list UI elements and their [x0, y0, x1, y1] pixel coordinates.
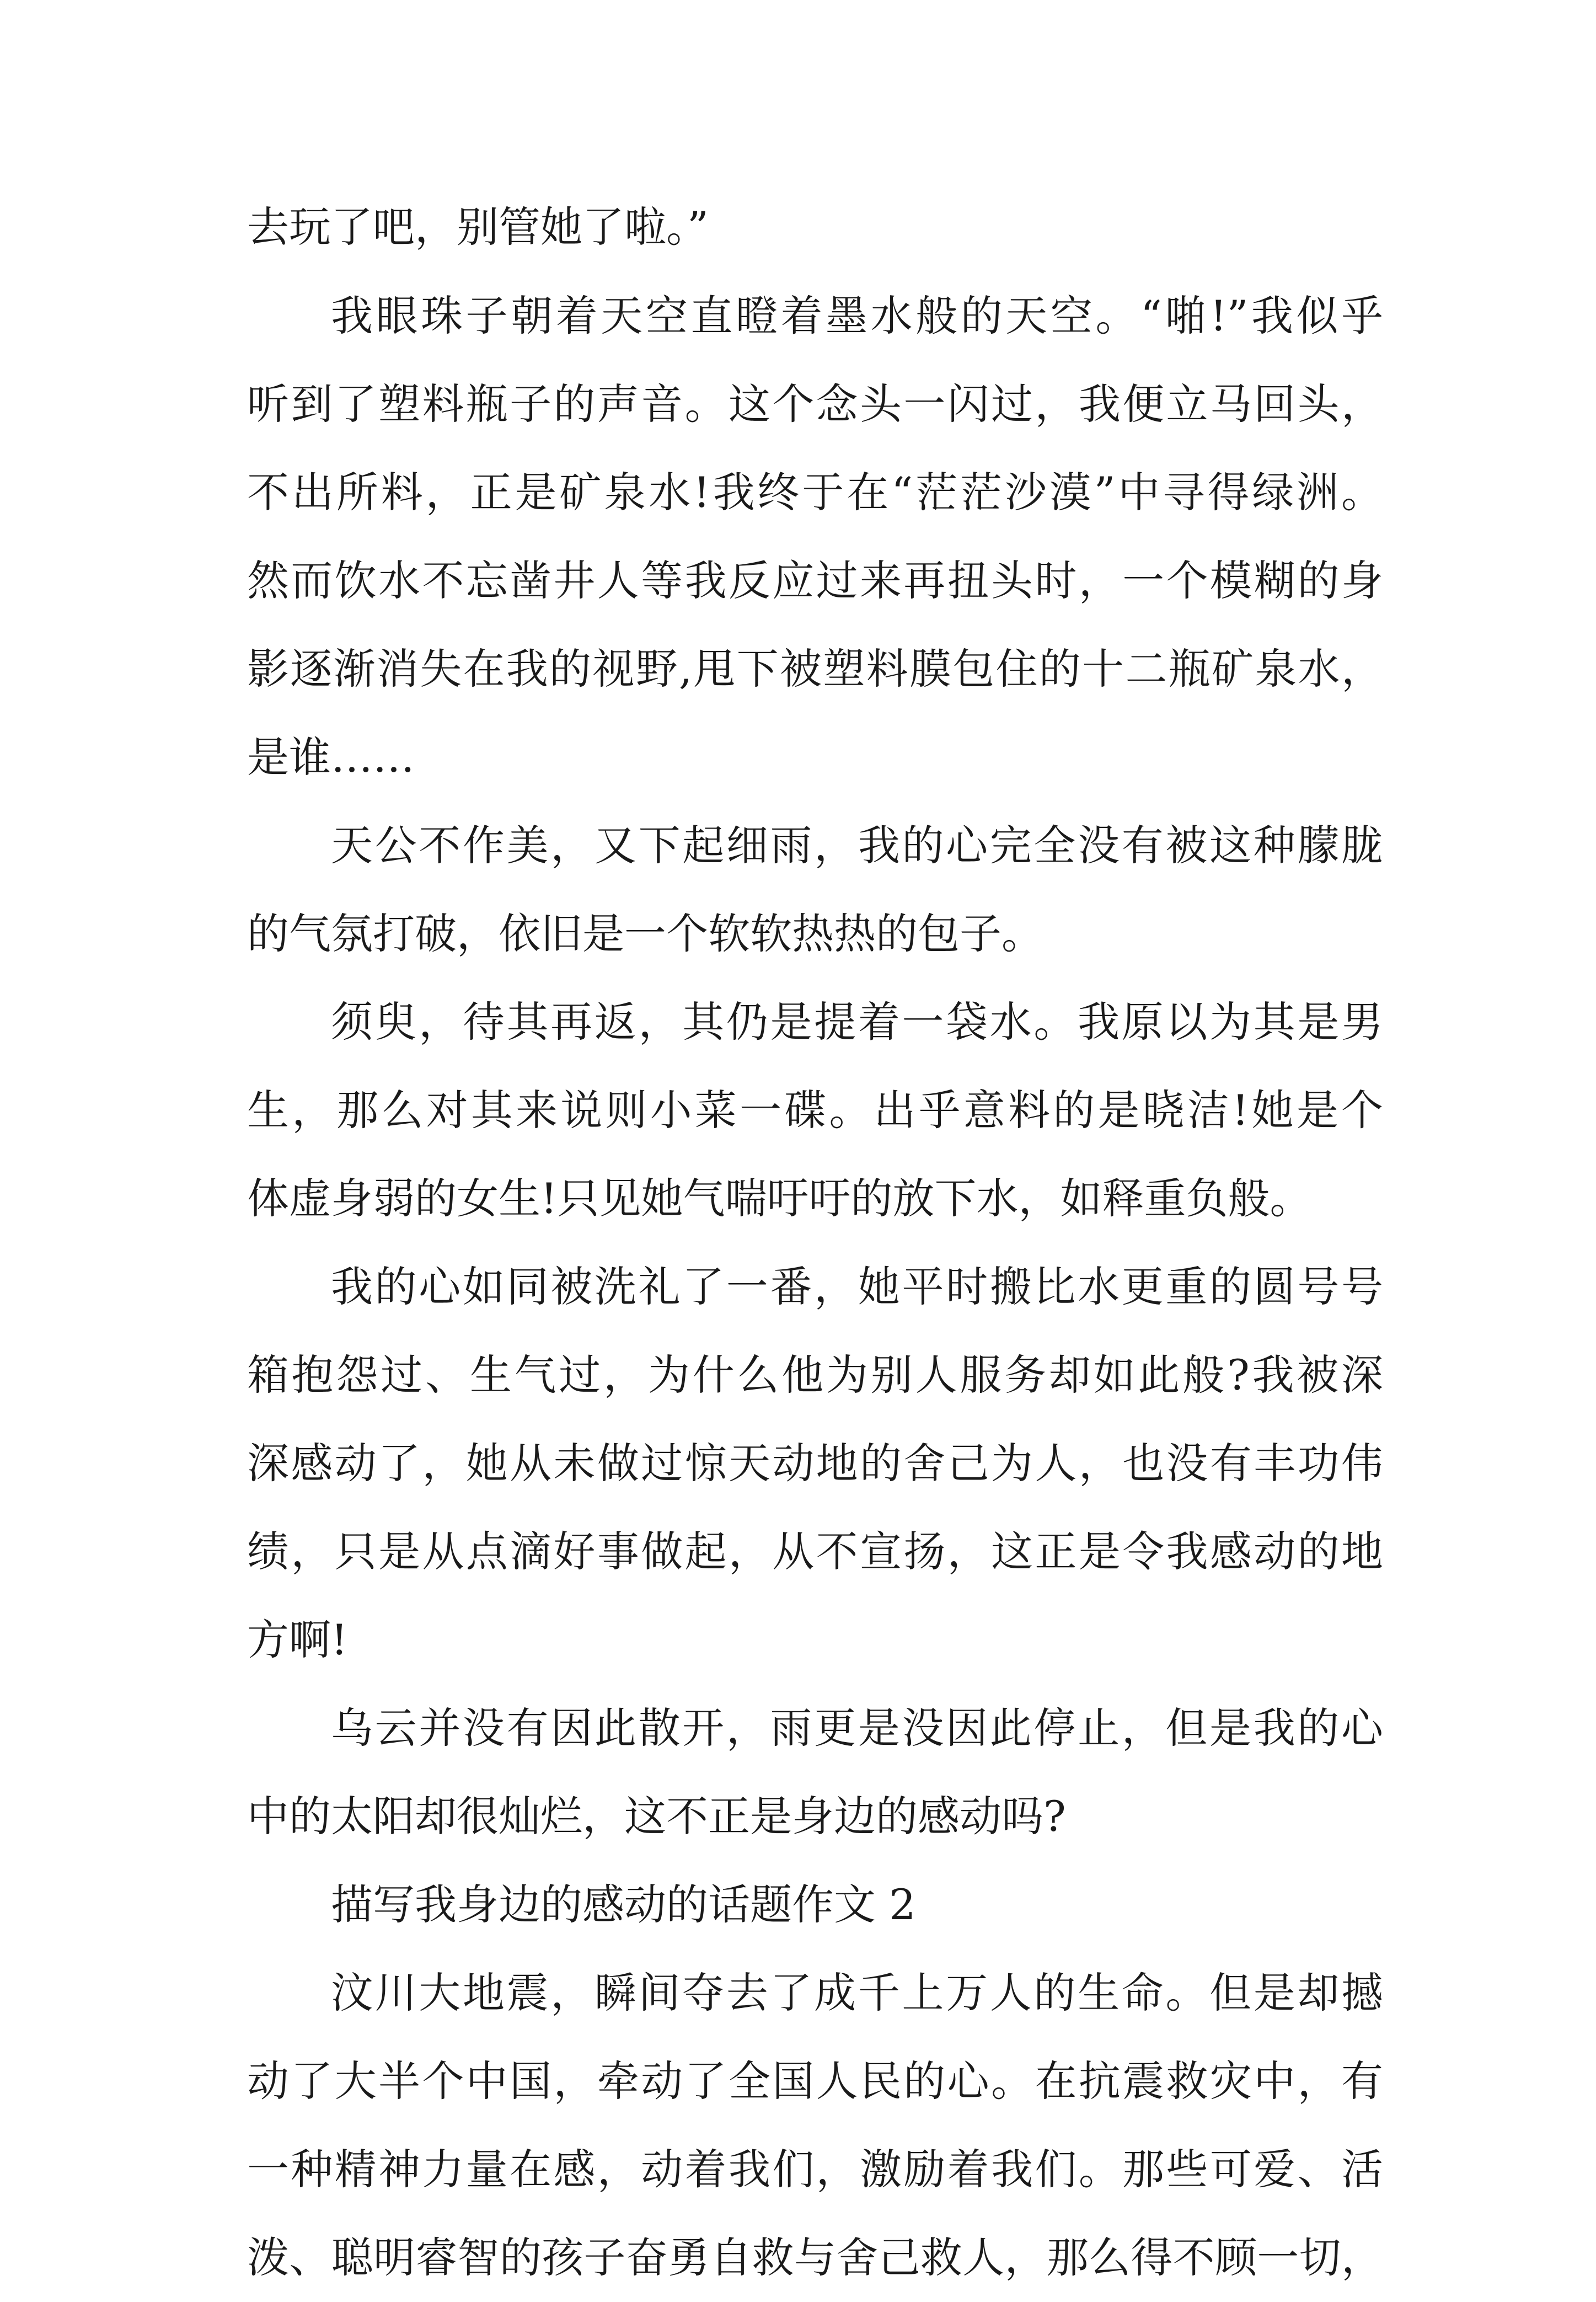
text-line: 我的心如同被洗礼了一番，她平时搬比水更重的圆号号: [331, 1262, 1383, 1311]
text-line: 体虚身弱的女生!只见她气喘吁吁的放下水，如释重负般。: [247, 1174, 1312, 1223]
text-line: 深感动了，她从未做过惊天动地的舍己为人，也没有丰功伟: [247, 1439, 1383, 1488]
text-line: 是谁……: [247, 733, 415, 782]
text-line: 乌云并没有因此散开，雨更是没因此停止，但是我的心: [331, 1703, 1383, 1753]
text-line: 去玩了吧，别管她了啦。”: [247, 202, 709, 252]
text-line: 一种精神力量在感，动着我们，激励着我们。那些可爱、活: [247, 2145, 1383, 2194]
section-heading: 描写我身边的感动的话题作文 2: [331, 1880, 916, 1929]
text-line: 我眼珠子朝着天空直瞪着墨水般的天空。“啪!”我似乎: [331, 291, 1383, 340]
text-line: 动了大半个中国，牵动了全国人民的心。在抗震救灾中，有: [247, 2057, 1383, 2106]
text-line: 箱抱怨过、生气过，为什么他为别人服务却如此般?我被深: [247, 1350, 1383, 1400]
text-line: 不出所料，正是矿泉水!我终于在“茫茫沙漠”中寻得绿洲。: [247, 468, 1383, 517]
text-line: 方啊!: [247, 1615, 348, 1664]
text-line: 汶川大地震，瞬间夺去了成千上万人的生命。但是却撼: [331, 1968, 1383, 2017]
text-line: 生，那么对其来说则小菜一碟。出乎意料的是晓洁!她是个: [247, 1086, 1383, 1135]
text-line: 听到了塑料瓶子的声音。这个念头一闪过，我便立马回头，: [247, 380, 1383, 429]
text-line: 影逐渐消失在我的视野,甩下被塑料膜包住的十二瓶矿泉水，: [247, 644, 1383, 693]
text-line: 天公不作美，又下起细雨，我的心完全没有被这种朦胧: [331, 821, 1383, 870]
text-line: 泼、聪明睿智的孩子奋勇自救与舍己救人，那么得不顾一切，: [247, 2233, 1383, 2282]
text-line: 须臾，待其再返，其仍是提着一袋水。我原以为其是男: [331, 997, 1383, 1046]
text-line: 然而饮水不忘凿井人等我反应过来再扭头时，一个模糊的身: [247, 556, 1383, 605]
text-line: 的气氛打破，依旧是一个软软热热的包子。: [247, 909, 1043, 958]
text-line: 绩，只是从点滴好事做起，从不宣扬，这正是令我感动的地: [247, 1527, 1383, 1576]
text-line: 中的太阳却很灿烂，这不正是身边的感动吗?: [247, 1792, 1066, 1841]
